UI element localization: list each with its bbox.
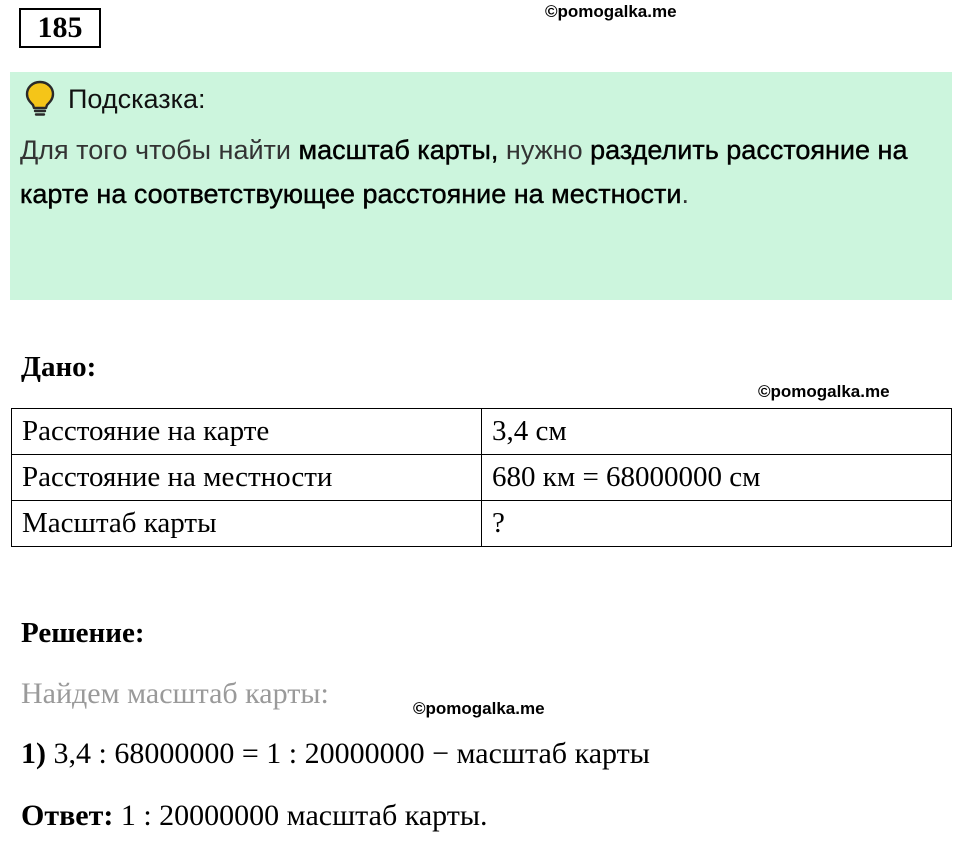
step-text: 3,4 : 68000000 = 1 : 20000000 − масштаб карты xyxy=(46,737,650,770)
table-cell-label: Масштаб карты xyxy=(12,501,482,547)
solution-heading: Решение: xyxy=(21,617,145,649)
step-number: 1) xyxy=(21,737,46,770)
table-cell-value: 680 км = 68000000 см xyxy=(482,455,952,501)
table-row xyxy=(12,455,952,501)
hint-box xyxy=(10,72,952,300)
watermark: ©pomogalka.me xyxy=(545,2,677,21)
hint-keyword-scale: масштаб карты, xyxy=(298,135,499,165)
answer-line xyxy=(21,799,488,833)
lightbulb-icon xyxy=(24,80,56,118)
table-row xyxy=(12,409,952,455)
table-row xyxy=(12,501,952,547)
solution-step xyxy=(21,737,650,771)
table-cell-label: Расстояние на карте xyxy=(12,409,482,455)
given-table xyxy=(11,408,952,547)
watermark: ©pomogalka.me xyxy=(413,699,545,718)
hint-rule: разделить расстояние на карте на соответствующее расстояние на местности xyxy=(20,135,908,209)
hint-title: Подсказка: xyxy=(68,84,206,114)
hint-text-part: Для того чтобы найти xyxy=(20,135,299,165)
table-cell-label: Расстояние на местности xyxy=(12,455,482,501)
solution-intro: Найдем масштаб карты: xyxy=(21,677,329,710)
hint-text-part: нужно xyxy=(498,135,591,165)
task-number: 185 xyxy=(19,8,101,48)
hint-text xyxy=(20,128,930,216)
answer-label: Ответ: xyxy=(21,799,114,832)
watermark: ©pomogalka.me xyxy=(758,382,890,401)
given-heading: Дано: xyxy=(21,351,97,383)
table-cell-value: ? xyxy=(482,501,952,547)
answer-text: 1 : 20000000 масштаб карты. xyxy=(113,799,488,832)
hint-text-part: . xyxy=(681,179,690,209)
table-cell-value: 3,4 см xyxy=(482,409,952,455)
